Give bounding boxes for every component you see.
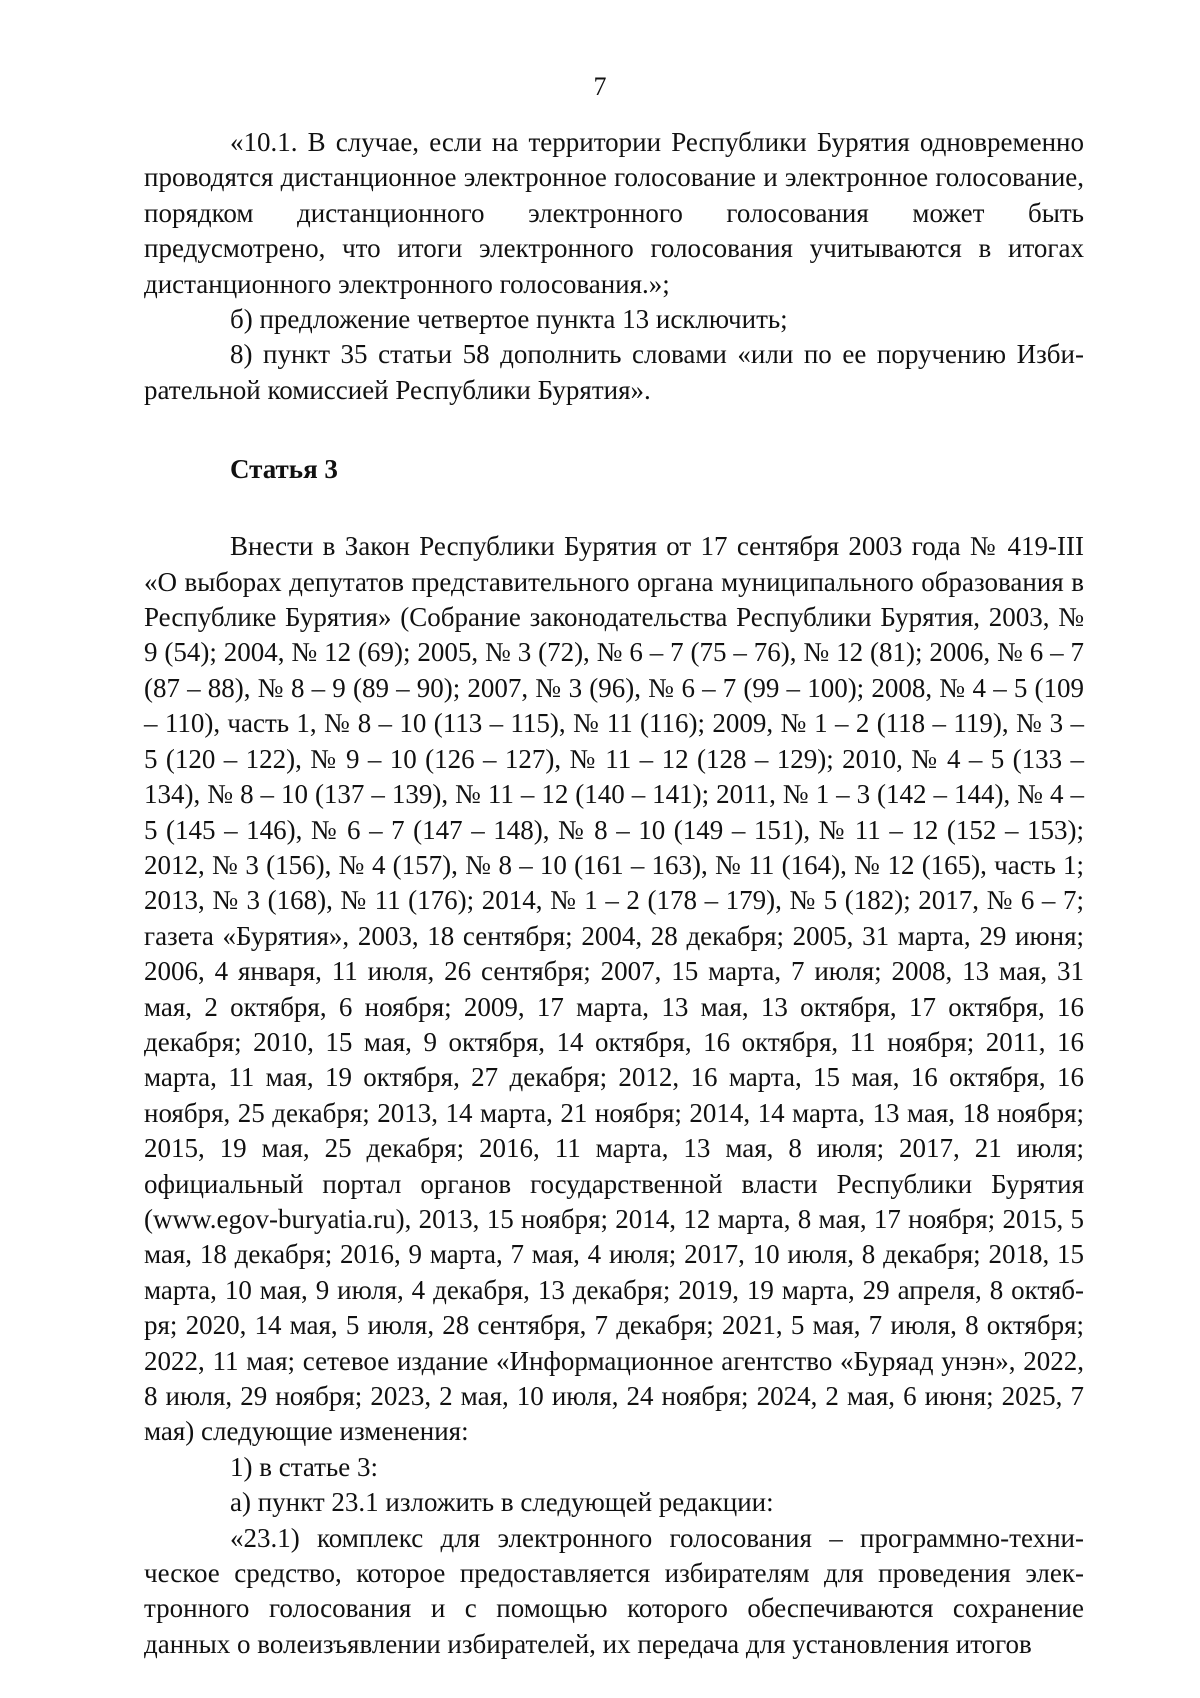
- paragraph-8: 8) пункт 35 статьи 58 дополнить словами «или по ее поручению Избирательной комиссией Республики Бурятия».: [144, 339, 1084, 405]
- paragraph-b: б) предложение четвертое пункта 13 исключить;: [230, 304, 788, 335]
- paragraph-item-a: а) пункт 23.1 изложить в следующей редакции:: [230, 1487, 774, 1518]
- page-number: 7: [593, 72, 607, 101]
- paragraph-23-1: «23.1) комплекс для электронного голосования – программно-техническое средство, которое предоставляется избирателям для проведения электронного голосования и с помощью которого обеспечиваются сохранение данных о волеизъявлении избирателей, их передача для установления итогов: [144, 1522, 1084, 1659]
- article-heading: Статья 3: [230, 454, 338, 485]
- paragraph-amendment-intro: Внести в Закон Республики Бурятия от 17 сентября 2003 года № 419-III «О выборах депутатов представительного органа муниципального образования в Республике Бурятия» (Собрание законодательства Республики Бурятия, 2003, № 9 (54); 2004, № 12 (69); 2005, № 3 (72), № 6 – 7 (75 – 76), № 12 (81); 2006, № 6 – 7 (87 – 88), № 8 – 9 (89 – 90); 2007, № 3 (96), № 6 – 7 (99 – 100); 2008, № 4 – 5 (109 – 110), часть 1, № 8 – 10 (113 – 115), № 11 (116); 2009, № 1 – 2 (118 – 119), № 3 – 5 (120 – 122), № 9 – 10 (126 – 127), № 11 – 12 (128 – 129); 2010, № 4 – 5 (133 – 134), № 8 – 10 (137 – 139), № 11 – 12 (140 – 141); 2011, № 1 – 3 (142 – 144), № 4 – 5 (145 – 146), № 6 – 7 (147 – 148), № 8 – 10 (149 – 151), № 11 – 12 (152 – 153); 2012, № 3 (156), № 4 (157), № 8 – 10 (161 – 163), № 11 (164), № 12 (165), часть 1; 2013, № 3 (168), № 11 (176); 2014, № 1 – 2 (178 – 179), № 5 (182); 2017, № 6 – 7; газета «Бурятия», 2003, 18 сентября; 2004, 28 декабря; 2005, 31 марта, 29 июня; 2006, 4 января, 11 июля, 26 сентября; 2007, 15 марта, 7 июля; 2008, 13 мая, 31 мая, 2 октября, 6 ноября; 2009, 17 марта, 13 мая, 13 октября, 17 октября, 16 декабря; 2010, 15 мая, 9 октября, 14 октября, 16 октября, 11 ноября; 2011, 16 марта, 11 мая, 19 октября, 27 декабря; 2012, 16 марта, 15 мая, 16 октября, 16 ноября, 25 декабря; 2013, 14 марта, 21 ноября; 2014, 14 марта, 13 мая, 18 ноября; 2015, 19 мая, 25 декабря; 2016, 11 марта, 13 мая, 8 июля; 2017, 21 июля; официальный портал органов государственной власти Республики Бурятия (www.egov-buryatia.ru), 2013, 15 ноября; 2014, 12 марта, 8 мая, 17 ноября; 2015, 5 мая, 18 декабря; 2016, 9 марта, 7 мая, 4 июля; 2017, 10 июля, 8 декабря; 2018, 15 марта, 10 мая, 9 июля, 4 декабря, 13 декабря; 2019, 19 марта, 29 апреля, 8 октября; 2020, 14 мая, 5 июля, 28 сентября, 7 декабря; 2021, 5 мая, 7 июля, 8 октября; 2022, 11 мая; сетевое издание «Информационное агентство «Буряад унэн», 2022, 8 июля, 29 ноября; 2023, 2 мая, 10 июля, 24 ноября; 2024, 2 мая, 6 июня; 2025, 7 мая) следующие изменения:: [144, 531, 1084, 1447]
- paragraph-item-1: 1) в статье 3:: [230, 1451, 378, 1482]
- paragraph-10-1: «10.1. В случае, если на территории Республики Бурятия одновременно проводятся дистанционное электронное голосование и электронное голосование, порядком дистанционного электронного голосования может быть предусмотрено, что итоги электронного голосования учитываются в итогах дистанционного электронного голосования.»;: [144, 127, 1084, 299]
- document-body: [144, 125, 1084, 1662]
